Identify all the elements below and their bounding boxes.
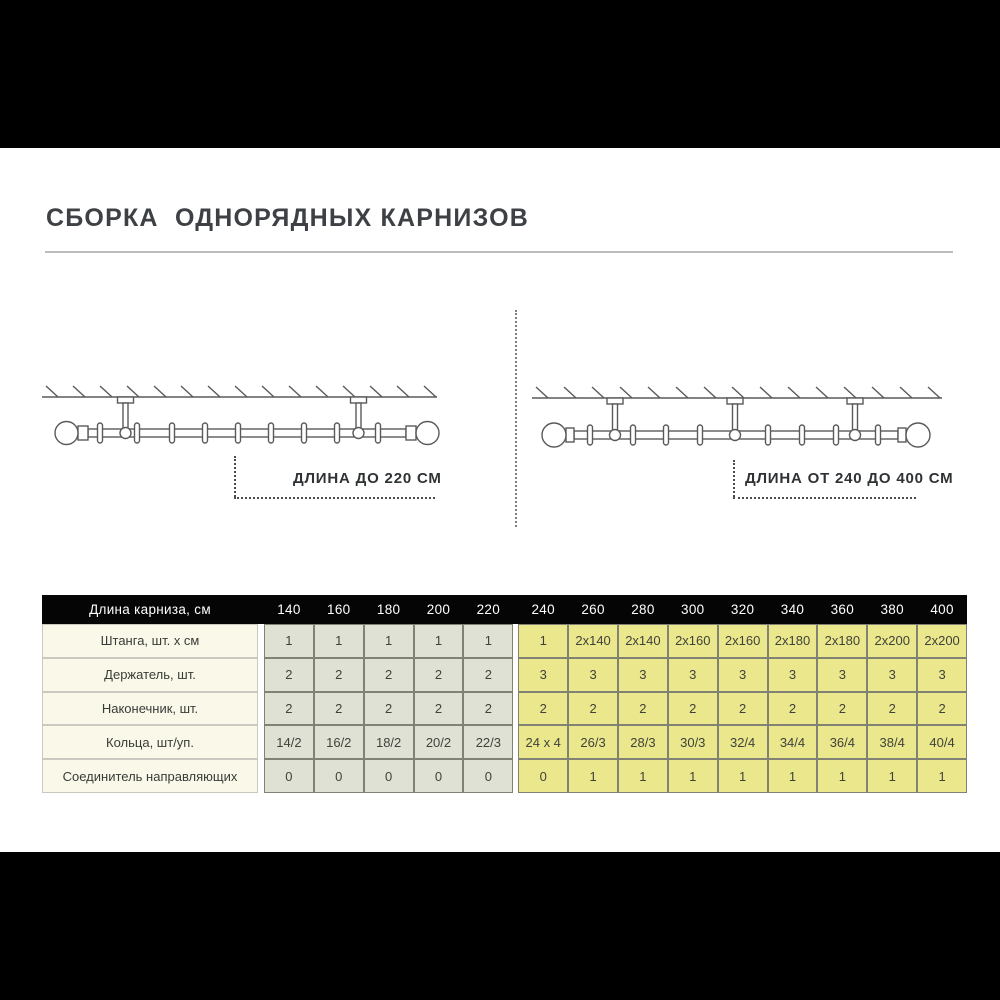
- right-length-label: ДЛИНА ОТ 240 ДО 400 СМ: [745, 470, 954, 487]
- table-cell: 2x180: [817, 624, 867, 658]
- table-cell: 2x160: [718, 624, 768, 658]
- table-cell: 1: [867, 759, 917, 793]
- table-cell: 1: [768, 759, 818, 793]
- table-cell: 2x180: [768, 624, 818, 658]
- dimension-line-right-vertical: [733, 460, 735, 497]
- table-cell: 16/2: [314, 725, 364, 759]
- ceiling-bracket: [607, 398, 623, 431]
- finial-ball: [416, 422, 439, 445]
- table-cell: 3: [718, 658, 768, 692]
- ceiling-bracket: [727, 398, 743, 431]
- table-header-column-160: 160: [314, 595, 364, 624]
- table-cell: 2: [518, 692, 568, 726]
- table-row-label: Наконечник, шт.: [42, 692, 258, 726]
- table-cell: 3: [518, 658, 568, 692]
- table-cell: 3: [917, 658, 967, 692]
- table-cell: 1: [364, 624, 414, 658]
- finial-ball: [542, 423, 566, 447]
- table-cell: 2: [264, 658, 314, 692]
- table-cell: 0: [314, 759, 364, 793]
- table-cell: 1: [917, 759, 967, 793]
- curtain-rod: [55, 422, 439, 445]
- table-cell: 14/2: [264, 725, 314, 759]
- table-cell: 2: [314, 658, 364, 692]
- table-cell: 38/4: [867, 725, 917, 759]
- table-header-label: Длина карниза, см: [42, 595, 258, 624]
- table-cell: 3: [618, 658, 668, 692]
- table-cell: 2: [463, 658, 513, 692]
- table-cell: 18/2: [364, 725, 414, 759]
- table-cell: 2: [817, 692, 867, 726]
- finial-ball: [55, 422, 78, 445]
- table-header-column-260: 260: [568, 595, 618, 624]
- table-cell: 3: [867, 658, 917, 692]
- ceiling-bracket: [351, 397, 367, 429]
- table-cell: 2: [314, 692, 364, 726]
- table-cell: 1: [817, 759, 867, 793]
- table-cell: 2x200: [867, 624, 917, 658]
- table-cell: 40/4: [917, 725, 967, 759]
- left-cornice-diagram: [40, 382, 442, 452]
- ceiling-hatching-left: [42, 386, 437, 397]
- top-letterbox-bar: [0, 0, 1000, 148]
- table-header-column-300: 300: [668, 595, 718, 624]
- table-cell: 3: [568, 658, 618, 692]
- table-cell: 0: [463, 759, 513, 793]
- table-cell: 2: [364, 692, 414, 726]
- table-cell: 36/4: [817, 725, 867, 759]
- table-cell: 22/3: [463, 725, 513, 759]
- table-cell: 24 x 4: [518, 725, 568, 759]
- table-header-column-180: 180: [364, 595, 414, 624]
- table-cell: 2: [264, 692, 314, 726]
- table-header-column-360: 360: [817, 595, 867, 624]
- table-cell: 2x160: [668, 624, 718, 658]
- finial-ball: [906, 423, 930, 447]
- curtain-rings: [98, 423, 381, 443]
- table-cell: 28/3: [618, 725, 668, 759]
- table-cell: 1: [414, 624, 464, 658]
- table-cell: 1: [518, 624, 568, 658]
- table-header-column-400: 400: [917, 595, 967, 624]
- table-cell: 3: [768, 658, 818, 692]
- table-cell: 20/2: [414, 725, 464, 759]
- table-cell: 2: [463, 692, 513, 726]
- table-cell: 2x140: [618, 624, 668, 658]
- table-cell: 2: [867, 692, 917, 726]
- table-cell: 2x200: [917, 624, 967, 658]
- table-cell: 2: [768, 692, 818, 726]
- table-cell: 1: [264, 624, 314, 658]
- table-row-label: Кольца, шт/уп.: [42, 725, 258, 759]
- table-header-column-240: 240: [518, 595, 568, 624]
- table-header-column-320: 320: [718, 595, 768, 624]
- ceiling-hatching-right: [532, 387, 942, 398]
- table-cell: 2: [414, 692, 464, 726]
- page-title: СБОРКА ОДНОРЯДНЫХ КАРНИЗОВ: [46, 204, 529, 232]
- table-cell: 0: [264, 759, 314, 793]
- table-cell: 1: [668, 759, 718, 793]
- table-cell: 2: [364, 658, 414, 692]
- right-cornice-diagram: [528, 382, 952, 454]
- table-cell: 2: [414, 658, 464, 692]
- table-cell: 2: [618, 692, 668, 726]
- diagram-divider-dotted-line: [515, 310, 517, 527]
- table-header-column-200: 200: [414, 595, 464, 624]
- table-cell: 2: [668, 692, 718, 726]
- dimension-line-right-horizontal: [733, 497, 916, 499]
- table-cell: 26/3: [568, 725, 618, 759]
- bottom-letterbox-bar: [0, 852, 1000, 1000]
- table-cell: 0: [364, 759, 414, 793]
- table-header-column-220: 220: [463, 595, 513, 624]
- table-row-label: Соединитель направляющих: [42, 759, 258, 793]
- left-length-label: ДЛИНА ДО 220 СМ: [293, 470, 442, 487]
- table-cell: 30/3: [668, 725, 718, 759]
- table-header-column-280: 280: [618, 595, 668, 624]
- table-cell: 1: [718, 759, 768, 793]
- table-cell: 2x140: [568, 624, 618, 658]
- table-row-label: Штанга, шт. x см: [42, 624, 258, 658]
- dimension-line-left-horizontal: [234, 497, 435, 499]
- table-header-column-380: 380: [867, 595, 917, 624]
- title-divider-line: [45, 251, 953, 253]
- table-header-column-340: 340: [768, 595, 818, 624]
- ceiling-bracket: [847, 398, 863, 431]
- table-cell: 0: [414, 759, 464, 793]
- ceiling-bracket: [118, 397, 134, 429]
- table-cell: 1: [314, 624, 364, 658]
- table-cell: 0: [518, 759, 568, 793]
- table-row-label: Держатель, шт.: [42, 658, 258, 692]
- table-cell: 2: [568, 692, 618, 726]
- table-cell: 3: [668, 658, 718, 692]
- table-cell: 1: [568, 759, 618, 793]
- table-cell: 2: [917, 692, 967, 726]
- dimension-line-left-vertical: [234, 456, 236, 497]
- table-header-column-140: 140: [264, 595, 314, 624]
- table-cell: 1: [618, 759, 668, 793]
- assembly-table: [42, 595, 967, 793]
- table-cell: 1: [463, 624, 513, 658]
- table-cell: 2: [718, 692, 768, 726]
- table-cell: 34/4: [768, 725, 818, 759]
- table-cell: 32/4: [718, 725, 768, 759]
- table-cell: 3: [817, 658, 867, 692]
